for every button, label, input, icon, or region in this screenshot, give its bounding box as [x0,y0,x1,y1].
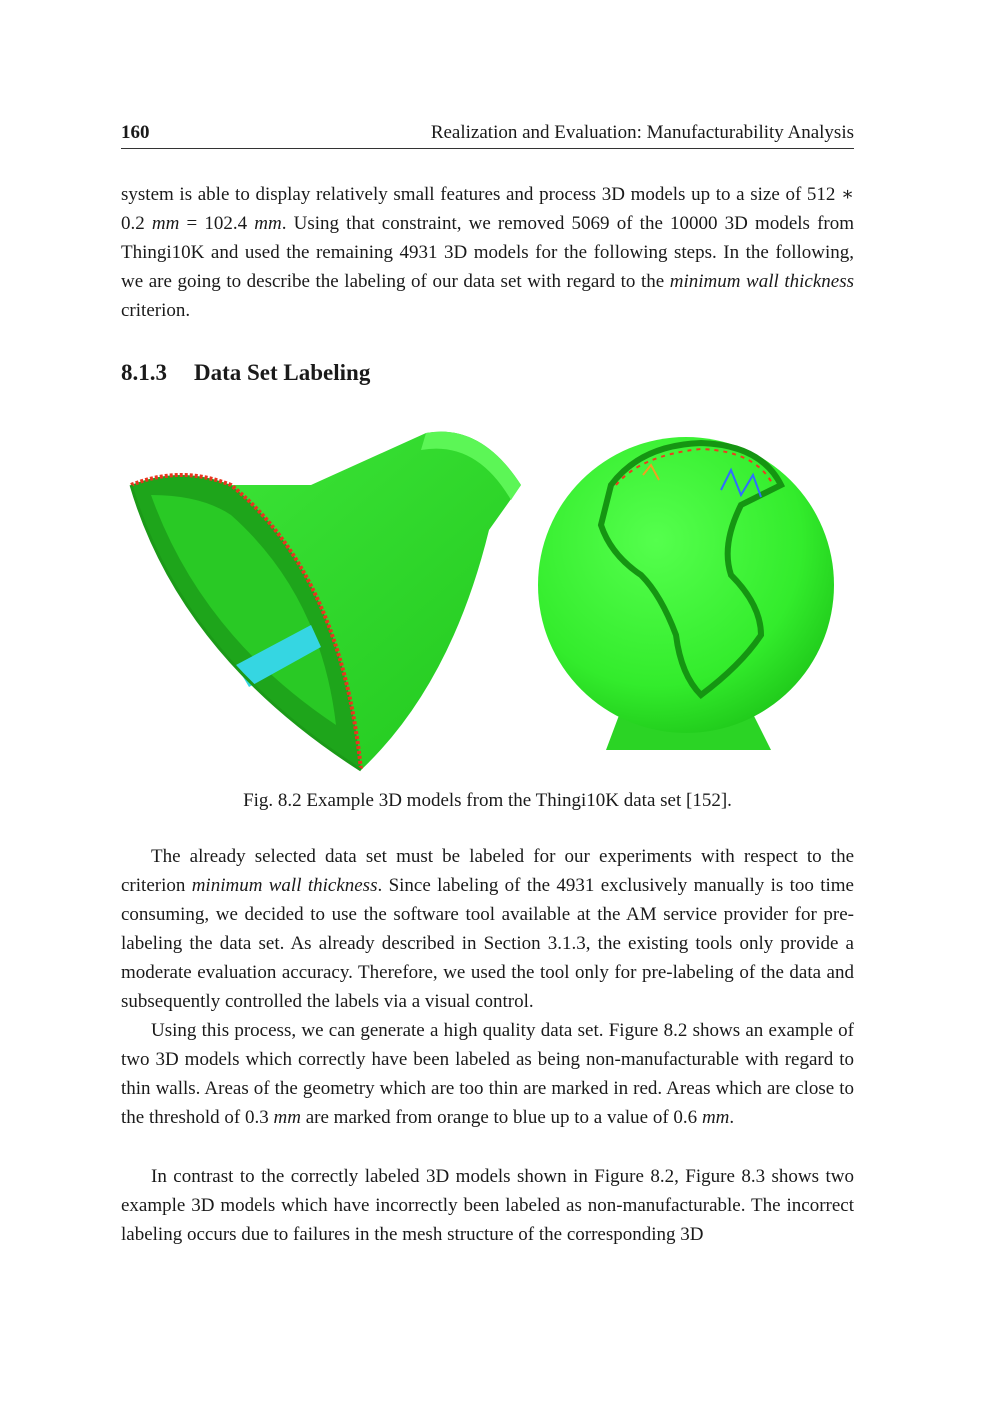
page-number: 160 [121,122,150,143]
funnel-model [131,432,521,770]
figure-3d-models [121,425,854,775]
paragraph-4: In contrast to the correctly labeled 3D models shown in Figure 8.2, Figure 8.3 shows two example 3D models which have incorrectly been labeled as non-manufacturable. The incorrect labeling occurs due to failures in the mesh structure of the corresponding 3D [121,1166,854,1245]
globe-model [538,437,834,750]
running-title: Realization and Evaluation: Manufacturability Analysis [430,122,854,143]
paragraph-3: Using this process, we can generate a high quality data set. Figure 8.2 shows an example of two 3D models which correctly have been labeled as being non-manufacturable with regard to thin walls. Areas of the geometry which are too thin are marked in red. Areas which are close to the threshold of 0.3 mm are marked from orange to blue up to a value of 0.6 mm. [121,1020,854,1128]
page-header [121,120,854,149]
paragraph-1: system is able to display relatively small features and process 3D models up to a size of 512 ∗ 0.2 mm = 102.4 mm. Using that constraint, we removed 5069 of the 10000 3D models from Thingi10K and used the remaining 4931 3D models for the following steps. In the following, we are going to describe the labeling of our data set with regard to the minimum wall thickness criterion. [121,184,855,321]
figure-caption: Fig. 8.2 Example 3D models from the Thingi10K data set [152]. [243,790,732,811]
section-heading [121,360,370,386]
section-title: Data Set Labeling [194,360,371,385]
section-number: 8.1.3 [121,360,167,385]
paragraph-2: The already selected data set must be labeled for our experiments with respect to the criterion minimum wall thickness. Since labeling of the 4931 exclusively manually is too time consuming, we decided to use the software tool available at the AM service provider for pre-labeling the data set. As already described in Section 3.1.3, the existing tools only provide a moderate evaluation accuracy. Therefore, we used the tool only for pre-labeling of the data and subsequently controlled the labels via a visual control. [121,846,854,1012]
